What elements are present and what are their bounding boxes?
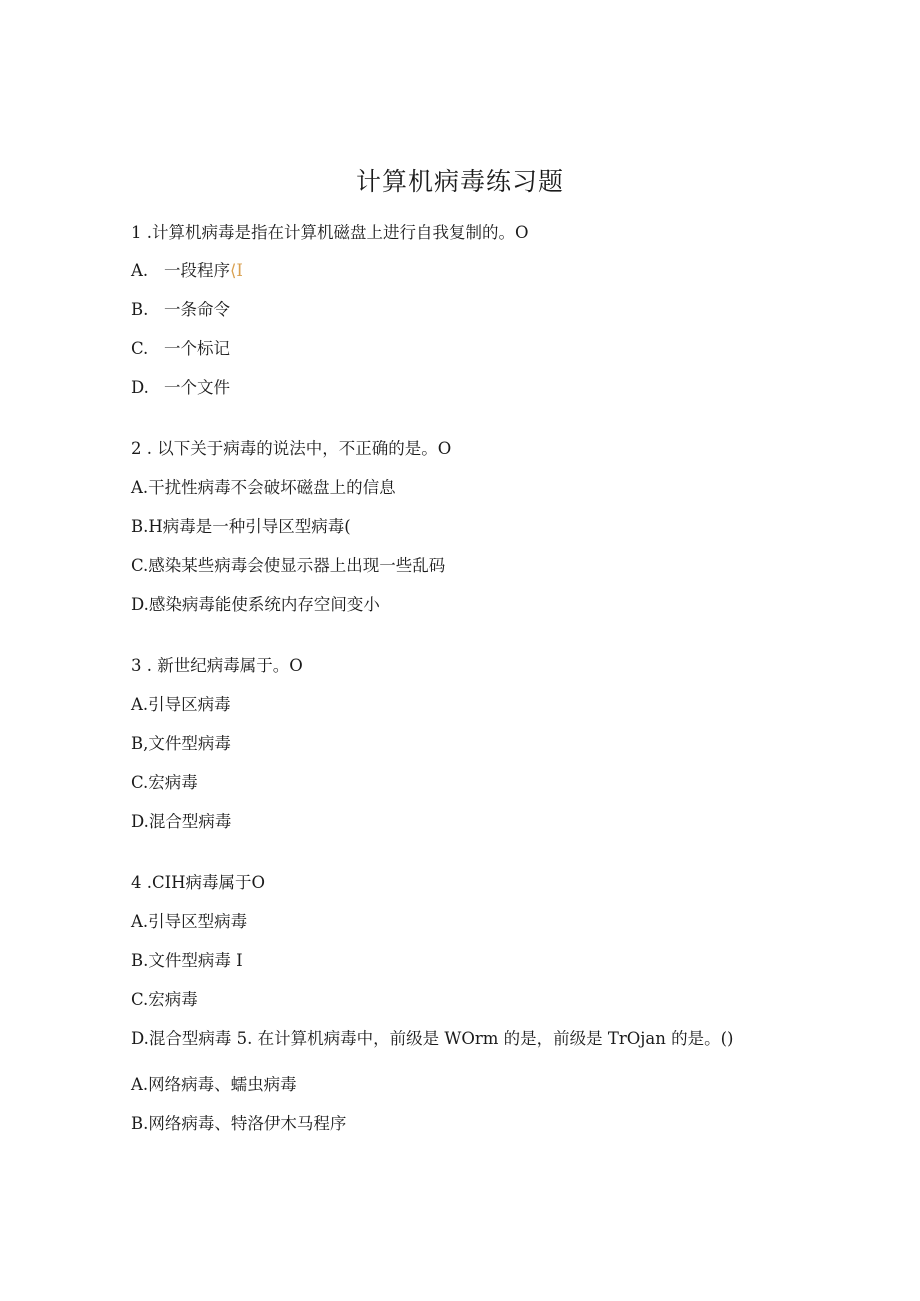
option-text: 一条命令 [164,300,230,319]
option-text: 一个文件 [164,378,230,397]
option-text: 一个标记 [164,339,230,358]
question-4-stem: 4 .CIH病毒属于O [131,873,266,892]
question-3-option-c: C.宏病毒 [131,773,198,792]
page-title: 计算机病毒练习题 [355,167,564,196]
question-1-option-d [131,376,230,400]
option-letter: B. [131,300,149,319]
option-letter: D. [131,378,149,397]
question-4-option-c: C.宏病毒 [131,990,198,1009]
question-2-stem: 2 . 以下关于病毒的说法中，不正确的是。O [131,439,452,458]
question-3-option-d: D.混合型病毒 [131,812,232,831]
option-letter: A. [131,261,149,280]
stray-mark: ⟨I [230,261,243,280]
question-5-option-a: A.网络病毒、蠕虫病毒 [131,1075,297,1094]
question-3-stem: 3 . 新世纪病毒属于。O [131,656,303,675]
question-2-option-c: C.感染某些病毒会使显示器上出现一些乱码 [131,556,446,575]
question-5-option-b: B.网络病毒、特洛伊木马程序 [131,1114,347,1133]
option-letter: C. [131,339,149,358]
question-3-option-b: B,文件型病毒 [131,734,231,753]
question-1-option-c [131,337,230,361]
question-2-option-b: B.H病毒是一种引导区型病毒( [131,517,351,536]
question-4-option-b: B.文件型病毒 I [131,951,243,970]
question-3-option-a: A.引导区病毒 [131,695,231,714]
question-1-option-b [131,298,230,322]
question-2-option-a: A.干扰性病毒不会破坏磁盘上的信息 [131,478,396,497]
option-text: 一段程序 [164,261,230,280]
question-1-stem: 1 .计算机病毒是指在计算机磁盘上进行自我复制的。O [131,223,529,242]
question-4-option-a: A.引导区型病毒 [131,912,248,931]
question-4-option-d: D.混合型病毒 5. 在计算机病毒中，前级是 WOrm 的是，前级是 TrOjan 的是。() [131,1029,734,1048]
question-2-option-d: D.感染病毒能使系统内存空间变小 [131,595,380,614]
question-1-option-a [131,259,243,283]
